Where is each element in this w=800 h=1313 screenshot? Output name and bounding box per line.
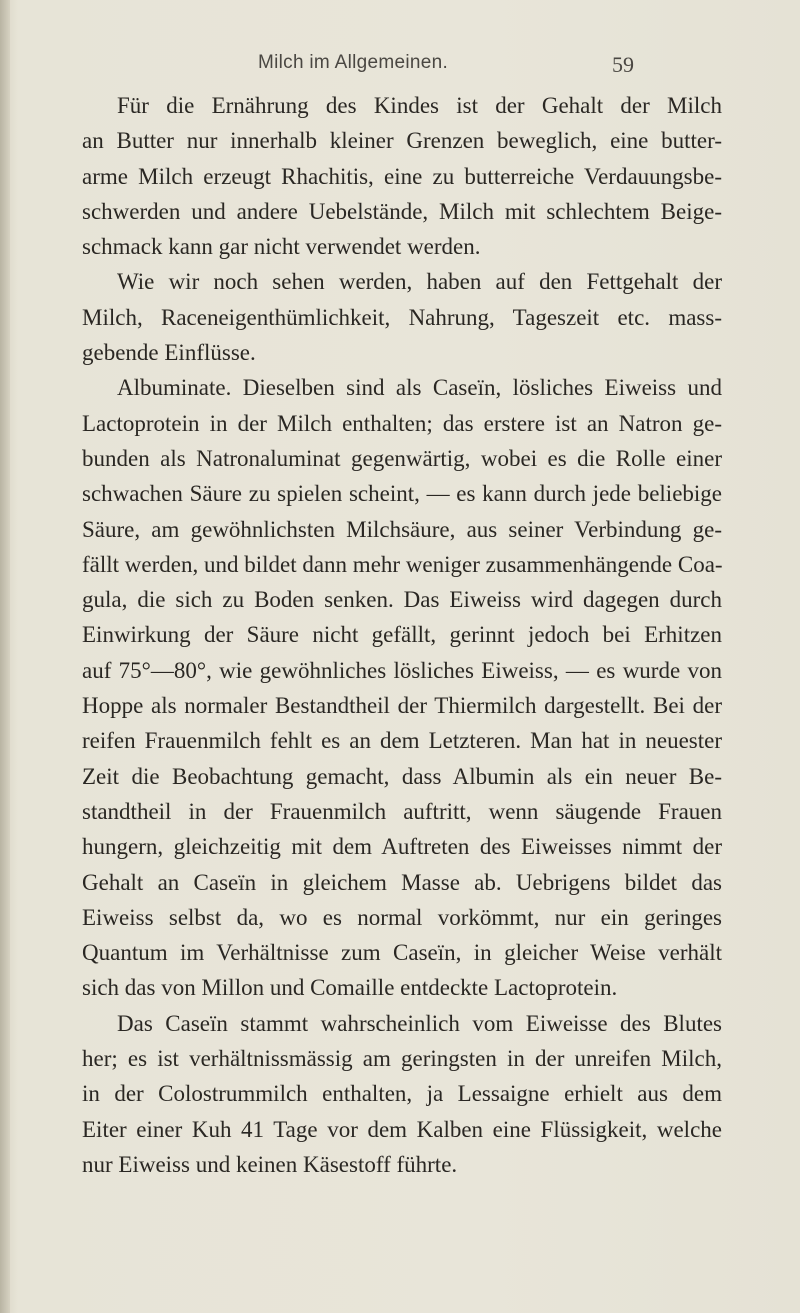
text-line: arme Milch erzeugt Rhachitis, eine zu butterreiche Verdauungsbe- [82,163,722,189]
text-line: gula, die sich zu Boden senken. Das Eiweiss wird dagegen durch [82,587,722,613]
text-line: Eiweiss selbst da, wo es normal vorkömmt, nur ein geringes [82,904,722,930]
page-number: 59 [612,52,634,77]
text-line: an Butter nur innerhalb kleiner Grenzen beweglich, eine butter- [82,128,722,154]
text-line: gebende Einflüsse. [82,340,256,366]
text-line: fällt werden, und bildet dann mehr weniger zusammenhängende Coa- [82,551,723,577]
text-line: schwerden und andere Uebelstände, Milch mit schlechtem Beige- [82,198,722,224]
text-line: her; es ist verhältnissmässig am geringsten in der unreifen Milch, [82,1046,722,1072]
text-line: Wie wir noch sehen werden, haben auf den Fettgehalt der [117,269,722,295]
running-head: Milch im Allgemeinen. [258,52,449,73]
text-line: Säure, am gewöhnlichsten Milchsäure, aus seiner Verbindung ge- [82,516,722,542]
text-line: Für die Ernährung des Kindes ist der Gehalt der Milch [117,93,722,118]
page-header [0,52,800,82]
text-line: bunden als Natronaluminat gegenwärtig, wobei es die Rolle einer [82,445,722,471]
text-line: Quantum im Verhältnisse zum Caseïn, in gleicher Weise verhält [82,940,722,966]
text-line: in der Colostrummilch enthalten, ja Lessaigne erhielt aus dem [82,1081,722,1107]
text-line: Das Caseïn stammt wahrscheinlich vom Eiweisse des Blutes [117,1010,722,1036]
text-line: schwachen Säure zu spielen scheint, — es kann durch jede beliebige [82,481,722,507]
text-line: Hoppe als normaler Bestandtheil der Thiermilch dargestellt. Bei der [82,693,722,719]
text-line: reifen Frauenmilch fehlt es an dem Letzteren. Man hat in neuester [82,728,722,754]
text-line: Milch, Raceneigenthümlichkeit, Nahrung, Tageszeit etc. mass- [82,304,722,330]
text-line: Einwirkung der Säure nicht gefällt, gerinnt jedoch bei Erhitzen [82,622,722,648]
text-line: schmack kann gar nicht verwendet werden. [82,234,481,260]
text-line: hungern, gleichzeitig mit dem Auftreten des Eiweisses nimmt der [82,834,722,860]
text-line: Gehalt an Caseïn in gleichem Masse ab. Uebrigens bildet das [82,869,722,895]
text-line: Eiter einer Kuh 41 Tage vor dem Kalben eine Flüssigkeit, welche [82,1116,722,1142]
page-binding-edge [0,0,10,1313]
text-line: nur Eiweiss und keinen Käsestoff führte. [82,1151,458,1177]
text-line: sich das von Millon und Comaille entdeckte Lactoprotein. [82,975,618,1001]
text-line: Albuminate. Dieselben sind als Caseïn, lösliches Eiweiss und [117,375,722,401]
text-line: auf 75°—80°, wie gewöhnliches lösliches Eiweiss, — es wurde von [82,657,722,683]
body-text [82,88,722,1182]
text-line: Lactoprotein in der Milch enthalten; das erstere ist an Natron ge- [82,410,722,436]
text-line: Zeit die Beobachtung gemacht, dass Albumin als ein neuer Be- [82,763,722,789]
text-line: standtheil in der Frauenmilch auftritt, wenn säugende Frauen [82,798,722,824]
